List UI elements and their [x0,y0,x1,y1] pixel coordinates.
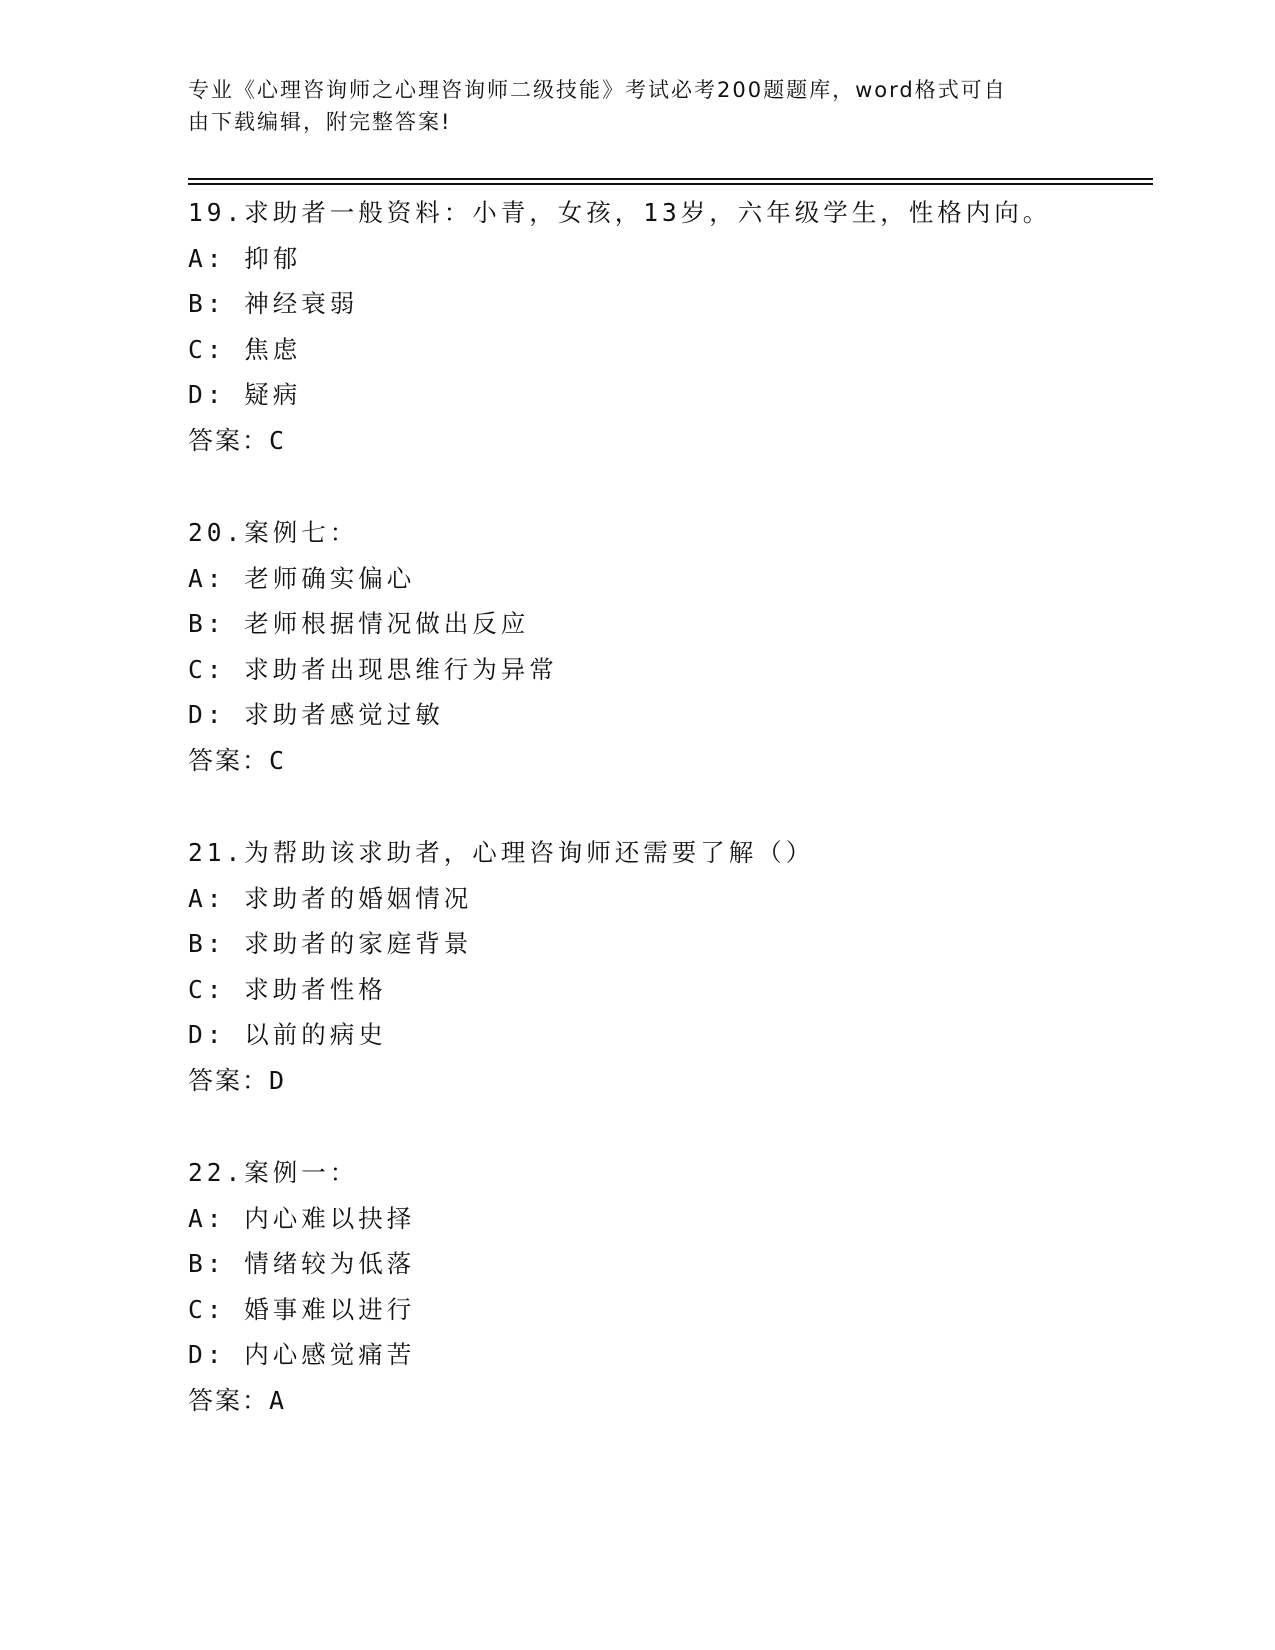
answer-label: 答案： [188,1065,270,1095]
answer-label: 答案： [188,1385,270,1415]
header-line-1: 专业《心理咨询师之心理咨询师二级技能》考试必考200题题库，word格式可自 [188,78,1007,102]
question-20 [188,510,1153,830]
option-a: A: 老师确实偏心 [188,563,416,593]
answer-line [188,738,1153,784]
option-a: A: 抑郁 [188,243,302,273]
answer-value: A [269,1385,287,1415]
document-header [188,74,1068,138]
answer-line [188,1058,1153,1104]
option-b: B: 神经衰弱 [188,289,359,318]
answer-line [188,1378,1153,1424]
option-d: D: 求助者感觉过敏 [188,700,444,729]
option-b: B: 求助者的家庭背景 [188,929,473,958]
option-a: A: 内心难以抉择 [188,1203,416,1233]
question-stem: 21.为帮助该求助者，心理咨询师还需要了解（） [188,838,815,867]
question-19 [188,190,1153,510]
option-b: B: 老师根据情况做出反应 [188,609,530,638]
answer-value: C [269,425,287,455]
option-b: B: 情绪较为低落 [188,1249,416,1278]
option-d: D: 疑病 [188,380,302,409]
question-22 [188,1150,1153,1470]
answer-line [188,418,1153,464]
option-c: C: 焦虑 [188,334,302,364]
question-stem: 19.求助者一般资料：小青，女孩，13岁，六年级学生，性格内向。 [188,198,1052,227]
answer-value: C [269,745,287,775]
answer-value: D [269,1065,287,1095]
option-d: D: 内心感觉痛苦 [188,1340,416,1369]
question-list [188,190,1153,1470]
option-d: D: 以前的病史 [188,1020,387,1049]
option-c: C: 婚事难以进行 [188,1294,416,1324]
option-c: C: 求助者出现思维行为异常 [188,654,558,684]
question-21 [188,830,1153,1150]
option-a: A: 求助者的婚姻情况 [188,883,473,913]
header-divider-top [188,178,1153,180]
header-line-2: 由下载编辑，附完整答案! [188,110,452,134]
option-c: C: 求助者性格 [188,974,387,1004]
question-stem: 20.案例七： [188,518,359,547]
answer-label: 答案： [188,745,270,775]
answer-label: 答案： [188,425,270,455]
header-divider-bottom [188,183,1153,185]
question-stem: 22.案例一： [188,1158,359,1187]
